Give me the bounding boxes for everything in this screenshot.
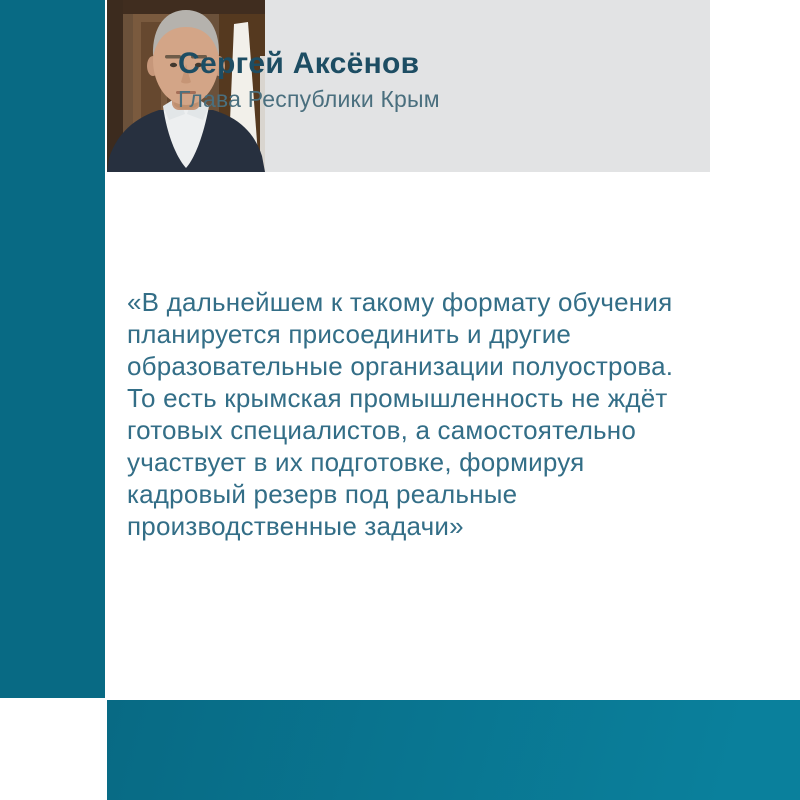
- person-name: Сергей Аксёнов: [178, 47, 420, 80]
- left-accent-stripe: [0, 0, 105, 698]
- quote-text-block: [127, 286, 747, 542]
- bottom-accent-block: [107, 700, 800, 800]
- quote-line: «В дальнейшем к такому формату обучения: [127, 287, 673, 317]
- person-title: Глава Республики Крым: [178, 86, 440, 112]
- quote-line: участвует в их подготовке, формируя: [127, 447, 585, 477]
- header-text-block: [178, 46, 440, 114]
- quote-line: То есть крымская промышленность не ждёт: [127, 383, 668, 413]
- quote-line: кадровый резерв под реальные: [127, 479, 518, 509]
- quote-line: планируется присоединить и другие: [127, 319, 572, 349]
- quote-line: готовых специалистов, а самостоятельно: [127, 415, 637, 445]
- quote-line: образовательные организации полуострова.: [127, 351, 674, 381]
- quote-line: производственные задачи»: [127, 511, 464, 541]
